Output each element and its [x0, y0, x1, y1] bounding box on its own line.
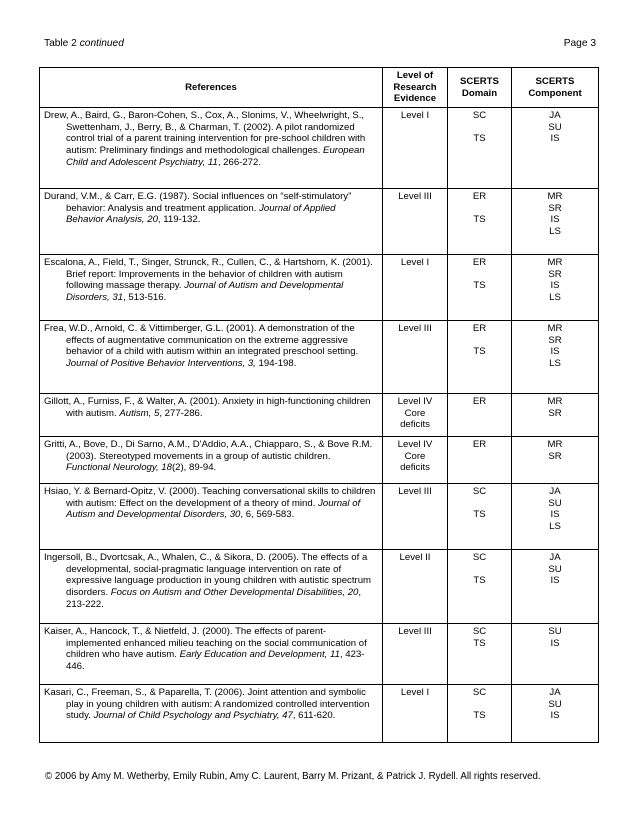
level-cell — [383, 108, 448, 189]
level-value: deficits — [400, 419, 430, 431]
reference-source: Early Education and Development, 11 — [179, 649, 340, 661]
level-cell — [383, 255, 448, 321]
domain-value: TS — [473, 575, 486, 587]
table-row — [40, 321, 599, 394]
level-cell — [383, 189, 448, 255]
domain-value: ER — [472, 439, 487, 450]
reference-segment: Escalona, A., Field, T., Singer, Strunck, R., Cullen, C., & Hartshorn, K. (2001). Brief report: Improvements in the behavior of children with autism following massage therapy. — [44, 257, 373, 292]
domain-value — [450, 335, 509, 347]
reference-segment: , 423-446. — [66, 649, 365, 673]
level-value: Core — [404, 407, 426, 419]
component-value: LS — [549, 292, 561, 304]
level-value: Level III — [398, 323, 432, 334]
domain-value: ER — [472, 191, 487, 202]
level-header-line: Level of — [396, 70, 434, 82]
level-value: Level I — [400, 257, 430, 268]
component-value: SR — [548, 202, 562, 214]
reference-cell — [40, 484, 383, 550]
domain-header-line: Domain — [461, 87, 498, 99]
level-value: Level III — [398, 486, 432, 497]
domain-value: SC — [472, 552, 487, 563]
component-cell — [512, 394, 599, 437]
domain-value — [450, 564, 509, 576]
table-row — [40, 255, 599, 321]
component-value: JA — [549, 110, 561, 121]
component-value: IS — [550, 509, 560, 521]
component-value: MR — [547, 396, 563, 407]
reference-text — [44, 687, 376, 722]
level-header — [383, 68, 448, 108]
reference-cell — [40, 394, 383, 437]
reference-segment: Hsiao, Y. & Bernard-Opitz, V. (2000). Teaching conversational skills to children with autism: Effect on the development of a theory of mind. — [44, 486, 376, 509]
reference-segment: Gillott, A., Furniss, F., & Walter, A. (2001). Anxiety in high-functioning children with autism. — [44, 396, 371, 419]
reference-segment: Durand, V.M., & Carr, E.G. (1987). Social influences on “self-stimulatory” behavior: Analysis and treatment application. — [44, 191, 352, 214]
reference-segment: , 513-516. — [123, 292, 167, 304]
reference-segment: , 119-132. — [157, 214, 201, 226]
reference-cell — [40, 189, 383, 255]
table-row — [40, 437, 599, 484]
component-header — [512, 68, 599, 108]
level-header-line: Research — [393, 81, 437, 93]
reference-cell — [40, 437, 383, 484]
reference-segment: Gritti, A., Bove, D., Di Sarno, A.M., D'Addio, A.A., Chiapparo, S., & Bove R.M. (2003). Stereotyped movements in a group of autistic children. — [44, 439, 373, 462]
component-value: SU — [548, 626, 562, 637]
component-header-line: SCERTS — [535, 76, 575, 87]
component-value: SR — [548, 450, 562, 462]
component-cell — [512, 321, 599, 394]
domain-value: TS — [473, 346, 486, 358]
component-cell — [512, 108, 599, 189]
domain-cell — [448, 437, 512, 484]
domain-value: SC — [472, 486, 487, 497]
reference-cell — [40, 550, 383, 624]
component-value: JA — [549, 687, 561, 698]
domain-cell — [448, 255, 512, 321]
component-value: SR — [548, 334, 562, 346]
component-value: MR — [547, 257, 563, 268]
reference-segment: (2), 89-94. — [171, 462, 217, 474]
reference-cell — [40, 685, 383, 743]
component-header-line: Component — [528, 87, 582, 99]
level-value: Level I — [400, 687, 430, 698]
table-body — [40, 108, 599, 743]
component-value: IS — [550, 575, 560, 587]
domain-header — [448, 68, 512, 108]
level-cell — [383, 321, 448, 394]
reference-source: Journal of Autism and Developmental Disorders, 30 — [66, 497, 361, 521]
table-row — [40, 484, 599, 550]
level-value: Level II — [399, 552, 431, 563]
domain-value: TS — [473, 509, 486, 521]
level-value: Level I — [400, 110, 430, 121]
domain-cell — [448, 394, 512, 437]
table-row — [40, 189, 599, 255]
reference-segment: , 266-272. — [217, 156, 262, 168]
component-value: SR — [548, 407, 562, 419]
domain-header-line: SCERTS — [460, 76, 499, 87]
domain-value: TS — [473, 214, 486, 226]
component-value: IS — [550, 710, 560, 722]
component-value: SR — [548, 268, 562, 280]
domain-cell — [448, 189, 512, 255]
level-cell — [383, 484, 448, 550]
reference-source: Journal of Autism and Developmental Disorders, 31 — [66, 280, 344, 304]
component-value: SU — [548, 563, 562, 575]
domain-value: TS — [473, 280, 486, 292]
reference-text — [44, 257, 376, 304]
level-value: Level III — [398, 626, 432, 637]
reference-segment: , 6, 569-583. — [240, 509, 295, 521]
reference-source: Journal of Positive Behavior Interventions, 3, — [66, 358, 256, 370]
level-cell — [383, 685, 448, 743]
component-value: MR — [547, 439, 563, 450]
component-value: JA — [549, 486, 561, 497]
component-cell — [512, 685, 599, 743]
level-cell — [383, 624, 448, 685]
level-cell — [383, 437, 448, 484]
level-value: Core — [404, 450, 426, 462]
domain-cell — [448, 550, 512, 624]
domain-value: SC — [472, 687, 487, 698]
page-header — [44, 38, 596, 52]
domain-value — [450, 269, 509, 281]
reference-text — [44, 626, 376, 673]
copyright-footer: © 2006 by Amy M. Wetherby, Emily Rubin, Amy C. Laurent, Barry M. Prizant, & Patrick J. Rydell. All rights reserved. — [45, 771, 541, 782]
component-value: MR — [547, 323, 563, 334]
reference-segment: Frea, W.D., Arnold, C. & Vittimberger, G.L. (2001). A demonstration of the effects of augmentative communication on the extreme aggressive behavior of a child with autism within an integrated preschool setting. — [44, 323, 359, 358]
level-cell — [383, 394, 448, 437]
domain-value: SC — [472, 110, 487, 121]
level-header-line: Evidence — [393, 93, 437, 105]
domain-value — [450, 203, 509, 215]
component-value: LS — [549, 226, 561, 238]
reference-segment: , 277-286. — [159, 407, 203, 419]
references-table — [39, 67, 599, 743]
component-value: SU — [548, 698, 562, 710]
domain-value — [450, 498, 509, 510]
component-value: IS — [550, 637, 560, 649]
reference-segment: , 213-222. — [66, 587, 362, 610]
domain-cell — [448, 624, 512, 685]
reference-text — [44, 552, 376, 611]
reference-source: Focus on Autism and Other Developmental Disabilities, 20 — [110, 587, 359, 599]
table-row — [40, 394, 599, 437]
reference-segment: , 611-620. — [292, 710, 336, 722]
table-header-row — [40, 68, 599, 108]
component-value: JA — [549, 552, 561, 563]
reference-source: Journal of Applied Behavior Analysis, 20 — [66, 202, 336, 226]
reference-source: Journal of Child Psychology and Psychiatry, 47 — [93, 710, 293, 722]
component-cell — [512, 624, 599, 685]
level-value: deficits — [400, 462, 430, 474]
component-value: LS — [549, 521, 561, 533]
table-row — [40, 108, 599, 189]
table-continued-label: Table 2 continued — [44, 38, 124, 49]
domain-value — [450, 122, 509, 134]
table-row — [40, 550, 599, 624]
component-cell — [512, 437, 599, 484]
component-value: SU — [548, 497, 562, 509]
reference-segment: Ingersoll, B., Dvortcsak, A., Whalen, C., & Sikora, D. (2005). The effects of a developmental, social-pragmatic language intervention on rate of expressive language production in young children with autistic spectrum disorders. — [44, 552, 372, 599]
component-cell — [512, 189, 599, 255]
reference-cell — [40, 624, 383, 685]
reference-text — [44, 396, 376, 419]
reference-source: Functional Neurology, 18 — [66, 462, 172, 474]
domain-cell — [448, 108, 512, 189]
reference-text — [44, 486, 376, 521]
reference-cell — [40, 108, 383, 189]
component-value: IS — [550, 133, 560, 145]
domain-value: TS — [473, 710, 486, 722]
component-cell — [512, 255, 599, 321]
domain-value — [450, 699, 509, 711]
reference-segment: 194-198. — [255, 358, 297, 370]
component-value: LS — [549, 358, 561, 370]
component-cell — [512, 550, 599, 624]
component-value: IS — [550, 280, 560, 292]
domain-cell — [448, 685, 512, 743]
table-row — [40, 685, 599, 743]
reference-segment: Kasari, C., Freeman, S., & Paparella, T. (2006). Joint attention and symbolic play in young children with autism: A randomized controlled intervention study. — [44, 687, 370, 722]
component-value: IS — [550, 214, 560, 226]
domain-value: TS — [473, 133, 486, 145]
level-value: Level III — [398, 191, 432, 202]
component-value: MR — [547, 191, 563, 202]
level-value: Level IV — [397, 396, 433, 407]
reference-cell — [40, 255, 383, 321]
reference-source: European Child and Adolescent Psychiatry, 11 — [66, 145, 365, 168]
reference-text — [44, 439, 376, 474]
reference-text — [44, 110, 376, 169]
reference-text — [44, 323, 376, 370]
domain-value: ER — [472, 323, 487, 334]
domain-value: ER — [472, 396, 487, 407]
level-cell — [383, 550, 448, 624]
domain-value: SC — [472, 626, 487, 637]
reference-source: Autism, 5 — [119, 407, 160, 419]
domain-cell — [448, 321, 512, 394]
page-number: Page 3 — [563, 38, 596, 49]
reference-segment: Drew, A., Baird, G., Baron-Cohen, S., Cox, A., Slonims, V., Wheelwright, S., Swettenham, J., Berry, B., & Charman, T. (2002). A pilot randomized control trial of a parent training intervention for pre-school children with autism: Preliminary findings and methodological challenges. — [44, 110, 366, 157]
level-value: Level IV — [397, 439, 433, 450]
component-cell — [512, 484, 599, 550]
reference-text — [44, 191, 376, 226]
domain-value: ER — [472, 257, 487, 268]
domain-value: TS — [473, 637, 486, 649]
references-header: References — [40, 68, 383, 108]
domain-cell — [448, 484, 512, 550]
reference-cell — [40, 321, 383, 394]
reference-segment: Kaiser, A., Hancock, T., & Nietfeld, J. (2000). The effects of parent-implemented enhanced milieu teaching on the social communication of children who have autism. — [44, 626, 367, 661]
component-value: SU — [548, 121, 562, 133]
component-value: IS — [550, 346, 560, 358]
table-row — [40, 624, 599, 685]
